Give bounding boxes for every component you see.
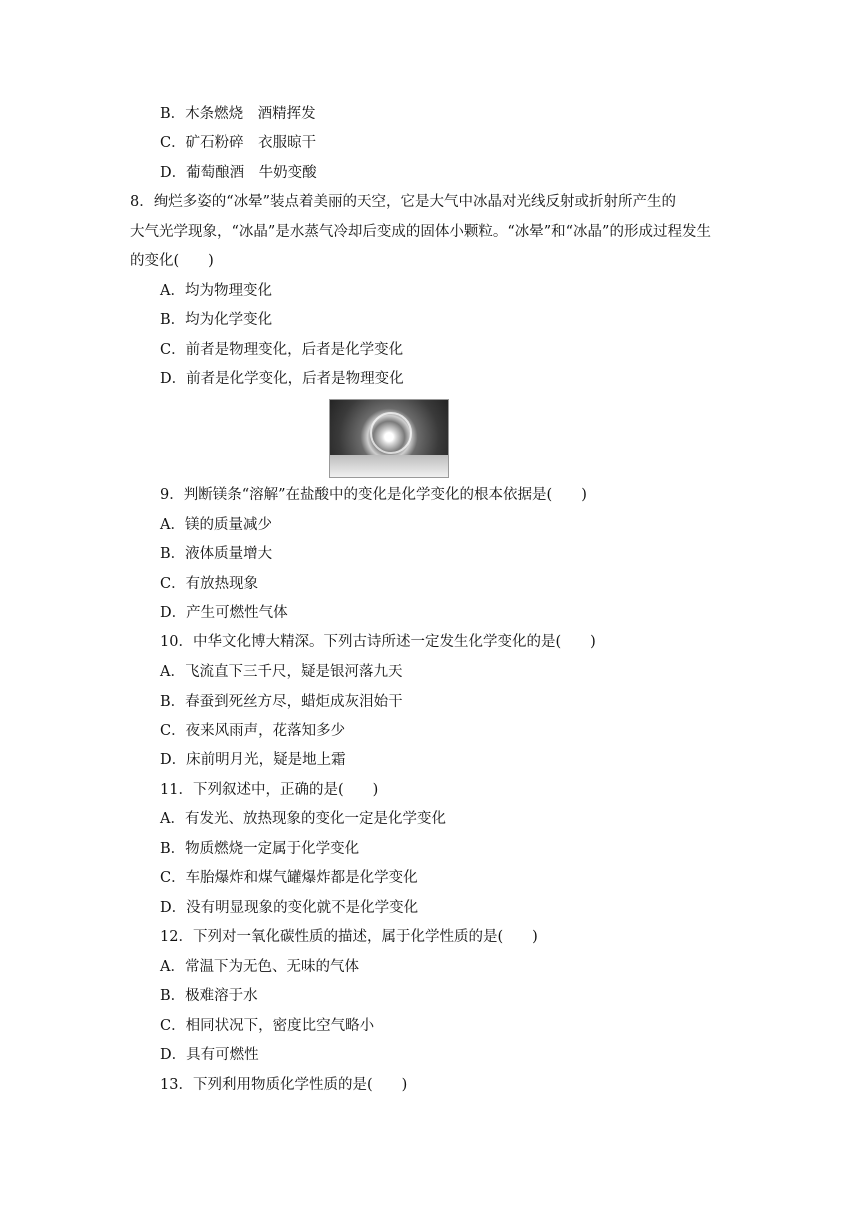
snow-ground <box>330 455 448 477</box>
q10-option-a: A．飞流直下三千尺，疑是银河落九天 <box>160 664 403 680</box>
halo-ring <box>370 412 412 454</box>
q8-stem-line2: 大气光学现象，“冰晶”是水蒸气冷却后变成的固体小颗粒。“冰晕”和“冰晶”的形成过程发生 <box>130 224 711 240</box>
q10-option-b: B．春蚕到死丝方尽，蜡炬成灰泪始干 <box>160 694 403 710</box>
q11-option-a: A．有发光、放热现象的变化一定是化学变化 <box>160 811 446 827</box>
q12-option-a: A．常温下为无色、无味的气体 <box>160 959 359 975</box>
q9-option-b: B．液体质量增大 <box>160 546 273 562</box>
q12-option-c: C．相同状况下，密度比空气略小 <box>160 1018 375 1034</box>
q11-option-d: D．没有明显现象的变化就不是化学变化 <box>160 900 419 916</box>
q7-option-b: B．木条燃烧 酒精挥发 <box>160 106 316 122</box>
q9-option-d: D．产生可燃性气体 <box>160 605 288 621</box>
q12-option-b: B．极难溶于水 <box>160 988 258 1004</box>
q7-option-c: C．矿石粉碎 衣服晾干 <box>160 135 317 151</box>
q9-stem: 9．判断镁条“溶解”在盐酸中的变化是化学变化的根本依据是( ) <box>160 487 587 503</box>
q8-option-c: C．前者是物理变化，后者是化学变化 <box>160 342 404 358</box>
ice-halo-photo <box>329 399 449 478</box>
q8-stem-line3: 的变化( ) <box>130 253 214 269</box>
q8-option-a: A．均为物理变化 <box>160 283 272 299</box>
q7-option-d: D．葡萄酿酒 牛奶变酸 <box>160 165 317 181</box>
q10-option-d: D．床前明月光，疑是地上霜 <box>160 752 346 768</box>
q10-option-c: C．夜来风雨声，花落知多少 <box>160 723 346 739</box>
q8-option-d: D．前者是化学变化，后者是物理变化 <box>160 371 404 387</box>
q9-option-c: C．有放热现象 <box>160 576 259 592</box>
q12-option-d: D．具有可燃性 <box>160 1047 259 1063</box>
q12-stem: 12．下列对一氧化碳性质的描述，属于化学性质的是( ) <box>160 929 538 945</box>
q11-stem: 11．下列叙述中，正确的是( ) <box>160 782 379 798</box>
q8-option-b: B．均为化学变化 <box>160 312 273 328</box>
q13-stem: 13．下列利用物质化学性质的是( ) <box>160 1077 408 1093</box>
q8-stem-line1: 8．绚烂多姿的“冰晕”装点着美丽的天空，它是大气中冰晶对光线反射或折射所产生的 <box>130 194 677 210</box>
q10-stem: 10．中华文化博大精深。下列古诗所述一定发生化学变化的是( ) <box>160 634 596 650</box>
q11-option-c: C．车胎爆炸和煤气罐爆炸都是化学变化 <box>160 870 418 886</box>
q11-option-b: B．物质燃烧一定属于化学变化 <box>160 841 360 857</box>
q9-option-a: A．镁的质量减少 <box>160 517 272 533</box>
